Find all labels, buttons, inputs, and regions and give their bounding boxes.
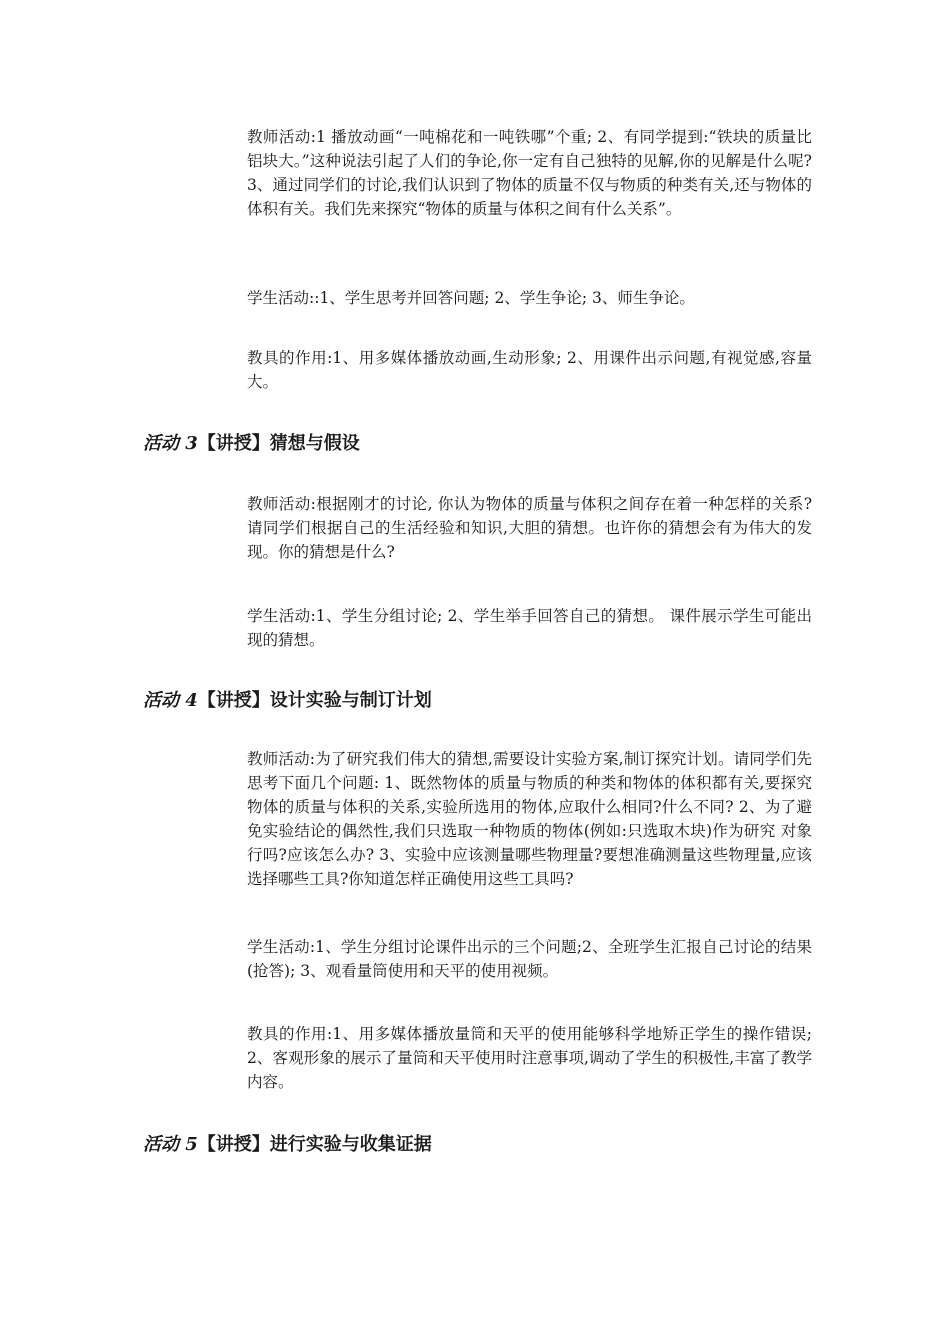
activity-3-title: 【讲授】猜想与假设: [197, 433, 360, 454]
teaching-aid-paragraph: 教具的作用:1、用多媒体播放量筒和天平的使用能够科学地矫正学生的操作错误; 2、客观形象的展示了量筒和天平使用时注意事项,调动了学生的积极性,丰富了教学内容。: [247, 1025, 812, 1091]
teacher-activity-paragraph: 教师活动:根据刚才的讨论, 你认为物体的质量与体积之间存在着一种怎样的关系? 请同学们根据自己的生活经验和知识,大胆的猜想。也许你的猜想会有为伟大的发现。你的猜想是什么?: [247, 495, 812, 561]
student-activity-paragraph: 学生活动:1、学生分组讨论; 2、学生举手回答自己的猜想。 课件展示学生可能出现的猜想。: [247, 607, 812, 649]
teaching-aid-paragraph: 教具的作用:1、用多媒体播放动画,生动形象; 2、用课件出示问题,有视觉感,容量大。: [247, 349, 812, 391]
activity-4-heading: [143, 688, 432, 714]
activity-5-number: 活动 5: [143, 1134, 198, 1155]
activity-3-number: 活动 3: [143, 433, 198, 454]
activity-4-title: 【讲授】设计实验与制订计划: [197, 690, 432, 711]
student-activity-paragraph: 学生活动::1、学生思考并回答问题; 2、学生争论; 3、师生争论。: [247, 289, 695, 307]
activity-3-heading: [143, 431, 360, 457]
teacher-activity-paragraph: 教师活动:为了研究我们伟大的猜想,需要设计实验方案,制订探究计划。请同学们先思考下面几个问题: 1、既然物体的质量与物质的种类和物体的体积都有关,要探究物体的质量与体积的关系,实验所选用的物体,应取什么相同?什么不同? 2、为了避免实验结论的偶然性,我们只选取一种物质的物体(例如:只选取木块)作为研究 对象行吗?应该怎么办? 3、实验中应该测量哪些物理量?要想准确测量这些物理量,应该选择哪些工具?你知道怎样正确使用这些工具吗?: [247, 750, 812, 888]
activity-5-title: 【讲授】进行实验与收集证据: [197, 1134, 432, 1155]
student-activity-paragraph: 学生活动:1、学生分组讨论课件出示的三个问题;2、全班学生汇报自己讨论的结果(抢答); 3、观看量筒使用和天平的使用视频。: [247, 938, 812, 980]
teacher-activity-paragraph: 教师活动:1 播放动画“一吨棉花和一吨铁哪”个重; 2、有同学提到:“铁块的质量比铝块大。”这种说法引起了人们的争论,你一定有自己独特的见解,你的见解是什么呢? 3、通过同学们的讨论,我们认识到了物体的质量不仅与物质的种类有关,还与物体的体积有关。我们先来探究“物体的质量与体积之间有什么关系”。: [247, 128, 812, 218]
activity-4-number: 活动 4: [143, 690, 198, 711]
activity-5-heading: [143, 1132, 432, 1158]
